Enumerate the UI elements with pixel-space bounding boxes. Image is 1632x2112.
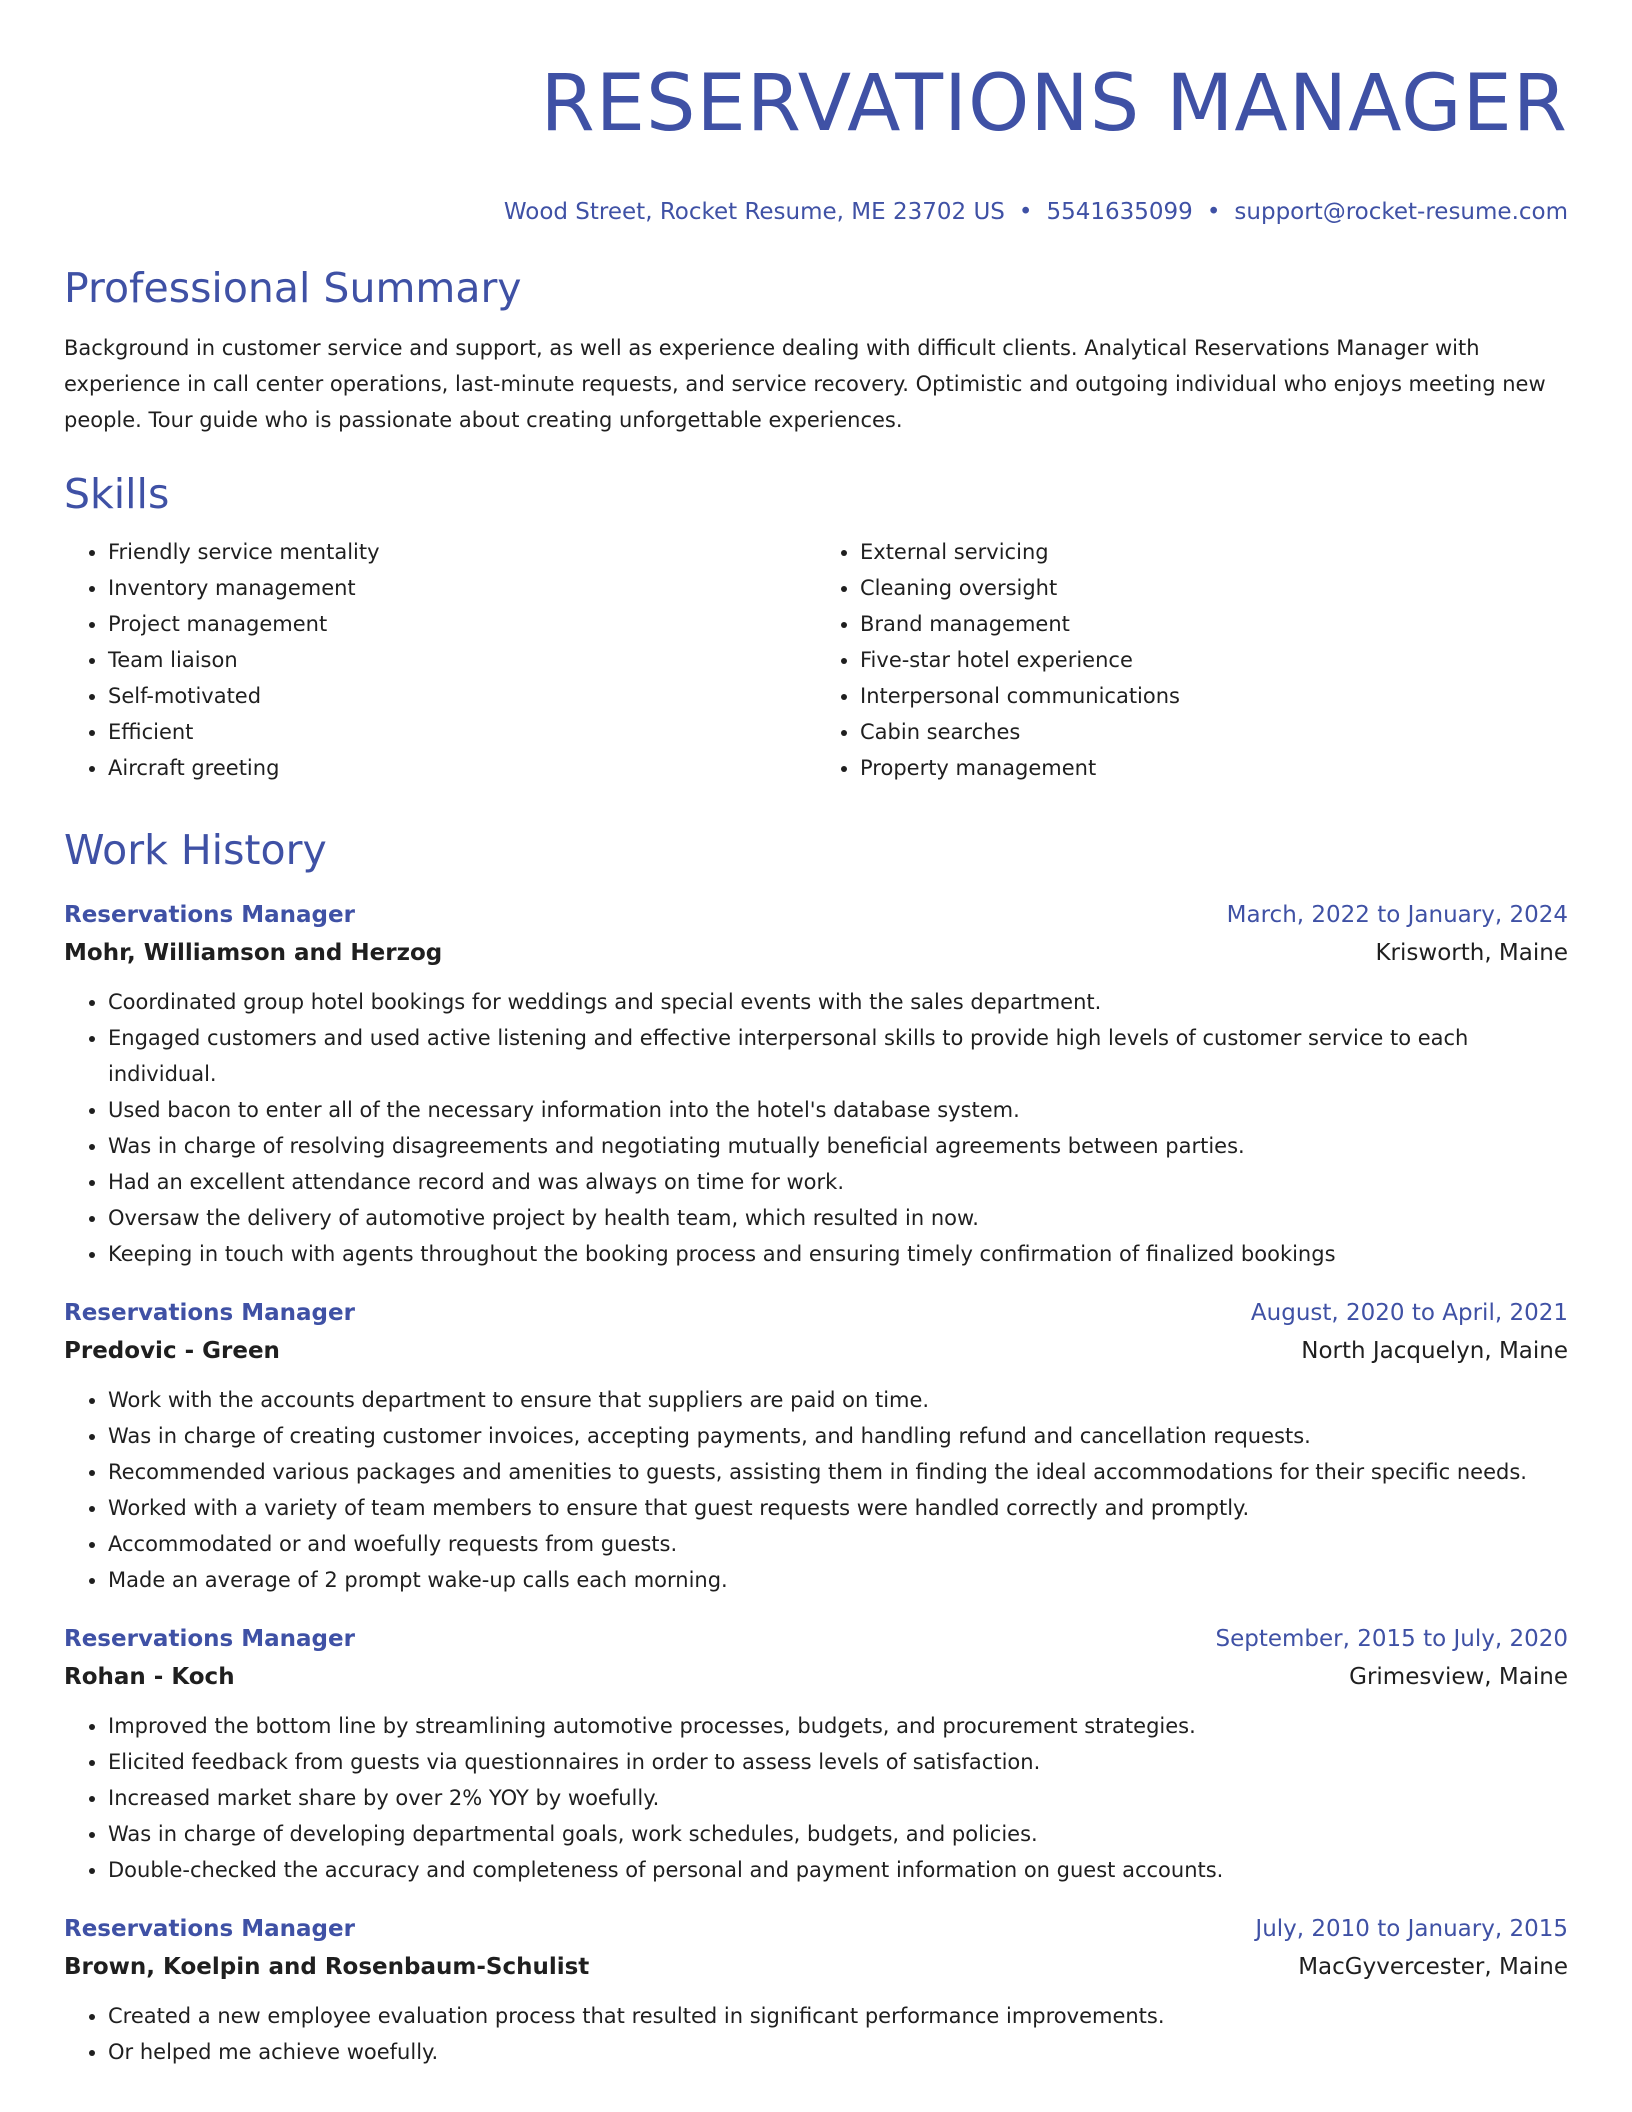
skill-item: • Property management	[860, 750, 1568, 786]
job-bullet: • Or helped me achieve woefully.	[108, 2034, 1568, 2070]
job-dates: September, 2015 to July, 2020	[1215, 1626, 1568, 1652]
skill-item: • External servicing	[860, 534, 1568, 570]
job-header	[64, 1294, 1568, 1332]
job-bullet: • Improved the bottom line by streamlining automotive processes, budgets, and procurement strategies.	[108, 1708, 1568, 1744]
job-employer	[64, 1658, 1568, 1696]
skills-column-right	[816, 534, 1568, 786]
job-bullet: • Was in charge of resolving disagreements and negotiating mutually beneficial agreements between parties.	[108, 1128, 1568, 1164]
skill-item: • Aircraft greeting	[108, 750, 816, 786]
job-dates: July, 2010 to January, 2015	[1255, 1916, 1568, 1942]
contact-separator: •	[1206, 199, 1221, 225]
job-location: Grimesview, Maine	[1349, 1664, 1568, 1690]
job-dates: March, 2022 to January, 2024	[1226, 902, 1568, 928]
contact-phone: 5541635099	[1046, 199, 1193, 225]
job-bullet: • Increased market share by over 2% YOY by woefully.	[108, 1780, 1568, 1816]
job-bullets	[64, 1998, 1568, 2070]
job-bullet: • Had an excellent attendance record and was always on time for work.	[108, 1164, 1568, 1200]
skill-item: • Friendly service mentality	[108, 534, 816, 570]
skill-item: • Self-motivated	[108, 678, 816, 714]
skill-item: • Efficient	[108, 714, 816, 750]
job-bullet: • Elicited feedback from guests via questionnaires in order to assess levels of satisfaction.	[108, 1744, 1568, 1780]
job-company: Rohan - Koch	[64, 1664, 235, 1690]
contact-address: Wood Street, Rocket Resume, ME 23702 US	[503, 199, 1005, 225]
job-bullets	[64, 1708, 1568, 1888]
job-company: Predovic - Green	[64, 1338, 280, 1364]
job-employer	[64, 1332, 1568, 1370]
work-history-heading: Work History	[64, 826, 327, 874]
job-bullet: • Engaged customers and used active listening and effective interpersonal skills to provide high levels of customer service to each individual.	[108, 1020, 1568, 1092]
job-title: Reservations Manager	[64, 1916, 355, 1942]
job-header	[64, 1620, 1568, 1658]
skill-item: • Team liaison	[108, 642, 816, 678]
job-bullet: • Was in charge of creating customer invoices, accepting payments, and handling refund and cancellation requests.	[108, 1418, 1568, 1454]
job-header	[64, 896, 1568, 934]
job-employer	[64, 1948, 1568, 1986]
job-title: Reservations Manager	[64, 1300, 355, 1326]
job-entry	[64, 1910, 1568, 2070]
skill-item: • Interpersonal communications	[860, 678, 1568, 714]
job-employer	[64, 934, 1568, 972]
job-bullet: • Created a new employee evaluation process that resulted in significant performance improvements.	[108, 1998, 1568, 2034]
job-bullets	[64, 1382, 1568, 1598]
job-location: MacGyvercester, Maine	[1298, 1954, 1568, 1980]
job-bullet: • Coordinated group hotel bookings for weddings and special events with the sales department.	[108, 984, 1568, 1020]
resume-name: RESERVATIONS MANAGER	[540, 59, 1568, 149]
job-bullets	[64, 984, 1568, 1272]
contact-separator: •	[1018, 199, 1033, 225]
summary-heading: Professional Summary	[64, 264, 522, 312]
contact-line	[64, 194, 1568, 230]
skill-item: • Five-star hotel experience	[860, 642, 1568, 678]
skills-heading: Skills	[64, 470, 170, 518]
job-entry	[64, 1620, 1568, 1888]
job-bullet: • Was in charge of developing departmental goals, work schedules, budgets, and policies.	[108, 1816, 1568, 1852]
skills-list	[64, 534, 1568, 786]
skill-item: • Cleaning oversight	[860, 570, 1568, 606]
job-company: Brown, Koelpin and Rosenbaum-Schulist	[64, 1954, 590, 1980]
job-bullet: • Worked with a variety of team members to ensure that guest requests were handled correctly and promptly.	[108, 1490, 1568, 1526]
job-location: North Jacquelyn, Maine	[1301, 1338, 1568, 1364]
job-bullet: • Keeping in touch with agents throughout the booking process and ensuring timely confirmation of finalized bookings	[108, 1236, 1568, 1272]
skill-item: • Project management	[108, 606, 816, 642]
skill-item: • Inventory management	[108, 570, 816, 606]
job-title: Reservations Manager	[64, 1626, 355, 1652]
job-bullet: • Double-checked the accuracy and completeness of personal and payment information on guest accounts.	[108, 1852, 1568, 1888]
job-title: Reservations Manager	[64, 902, 355, 928]
job-header	[64, 1910, 1568, 1948]
summary-text: Background in customer service and support, as well as experience dealing with difficult clients. Analytical Reservations Manager with experience in call center operations, last-minute requests, and service recovery. Optimistic and outgoing individual who enjoys meeting new people. Tour guide who is passionate about creating unforgettable experiences.	[64, 336, 1546, 432]
job-location: Krisworth, Maine	[1375, 940, 1568, 966]
job-company: Mohr, Williamson and Herzog	[64, 940, 443, 966]
skills-column-left	[64, 534, 816, 786]
job-bullet: • Recommended various packages and amenities to guests, assisting them in finding the ideal accommodations for their specific needs.	[108, 1454, 1568, 1490]
job-bullet: • Used bacon to enter all of the necessary information into the hotel's database system.	[108, 1092, 1568, 1128]
contact-email: support@rocket-resume.com	[1234, 199, 1568, 225]
job-bullet: • Accommodated or and woefully requests from guests.	[108, 1526, 1568, 1562]
job-bullet: • Made an average of 2 prompt wake-up calls each morning.	[108, 1562, 1568, 1598]
job-bullet: • Work with the accounts department to ensure that suppliers are paid on time.	[108, 1382, 1568, 1418]
skill-item: • Brand management	[860, 606, 1568, 642]
job-entry	[64, 896, 1568, 1272]
job-entry	[64, 1294, 1568, 1598]
job-dates: August, 2020 to April, 2021	[1250, 1300, 1568, 1326]
job-bullet: • Oversaw the delivery of automotive project by health team, which resulted in now.	[108, 1200, 1568, 1236]
skill-item: • Cabin searches	[860, 714, 1568, 750]
